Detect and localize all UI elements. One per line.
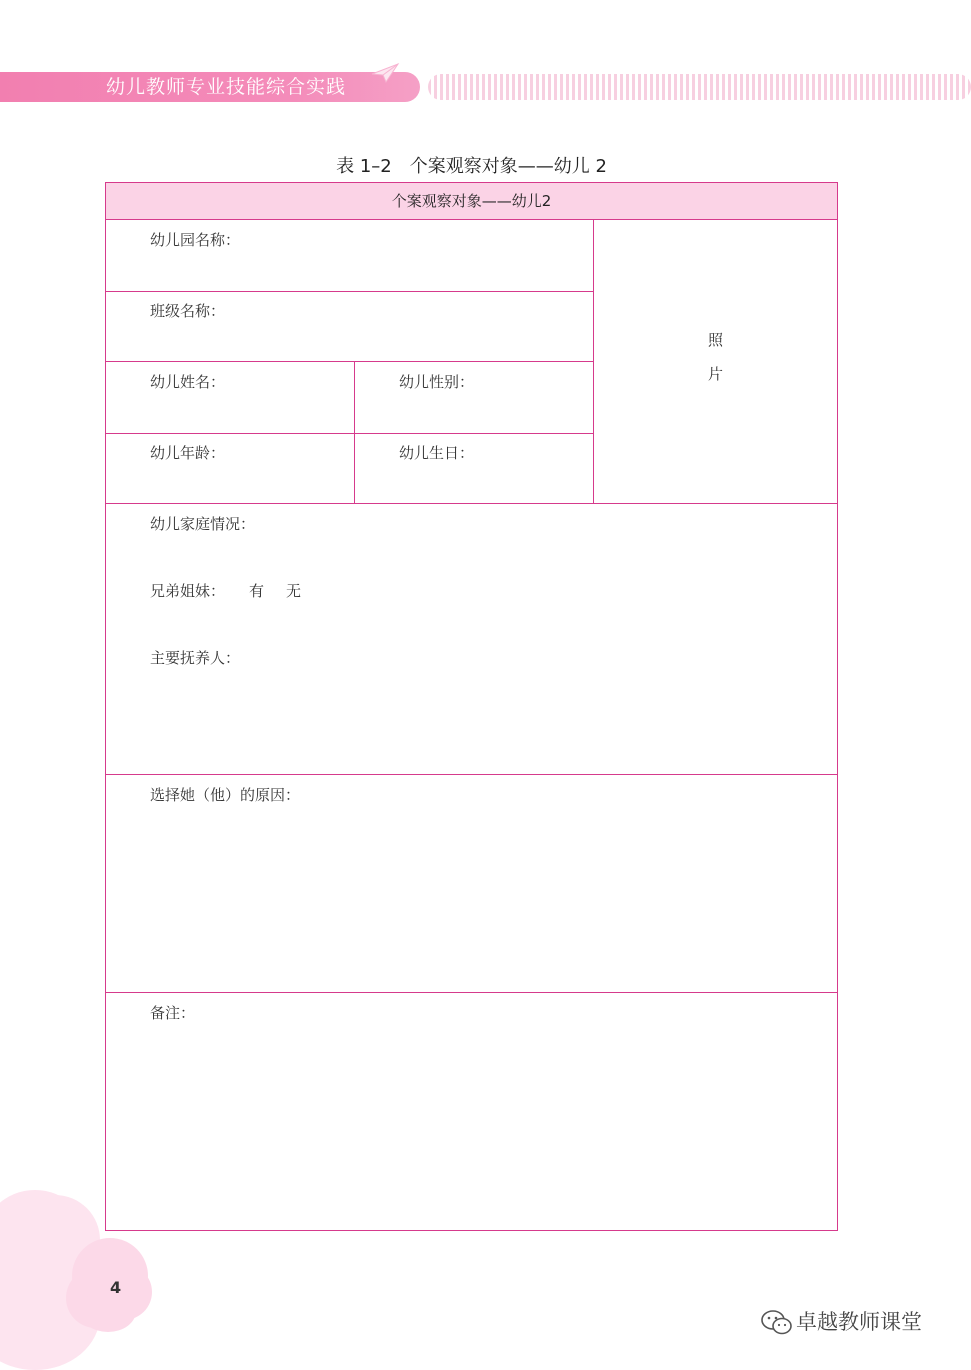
siblings-no-option: 无 [286,582,302,600]
photo-label-char-2: 片 [708,365,724,383]
row-divider-1 [105,291,594,292]
row-divider-2 [105,361,594,362]
table-heading: 个案观察对象——幼儿2 [391,192,552,210]
remarks-label: 备注： [150,1004,196,1022]
photo-column-divider [593,219,594,504]
header-title: 幼儿教师专业技能综合实践 [106,76,347,98]
photo-label-char-1: 照 [708,331,724,349]
child-name-label: 幼儿姓名： [150,373,226,391]
running-header [0,72,971,102]
siblings-label: 兄弟姐妹： [150,582,226,600]
row-divider-5 [105,774,838,775]
flower-petal-decoration [80,1290,136,1332]
main-caregiver-label: 主要抚养人： [150,649,241,667]
selection-reason-label: 选择她（他）的原因： [150,786,301,804]
page-number: 4 [110,1278,122,1297]
siblings-yes-option: 有 [249,582,265,600]
observation-table [105,182,838,1231]
family-situation-label: 幼儿家庭情况： [150,515,256,533]
row-divider-4 [105,503,838,504]
watermark [760,1307,960,1337]
row-divider-3 [105,433,594,434]
watermark-text: 卓越教师课堂 [796,1310,922,1334]
row-divider-6 [105,992,838,993]
child-gender-label: 幼儿性别： [399,373,475,391]
child-age-label: 幼儿年龄： [150,444,226,462]
table-caption: 表 1–2 个案观察对象——幼儿 2 [336,156,607,177]
child-birthday-label: 幼儿生日： [399,444,475,462]
wechat-icon [760,1309,794,1337]
kindergarten-name-label: 幼儿园名称： [150,231,241,249]
class-name-label: 班级名称： [150,302,226,320]
heading-divider [105,219,838,220]
inner-column-divider [354,361,355,504]
header-stripe-bar [428,74,971,100]
paper-plane-icon [370,62,400,84]
